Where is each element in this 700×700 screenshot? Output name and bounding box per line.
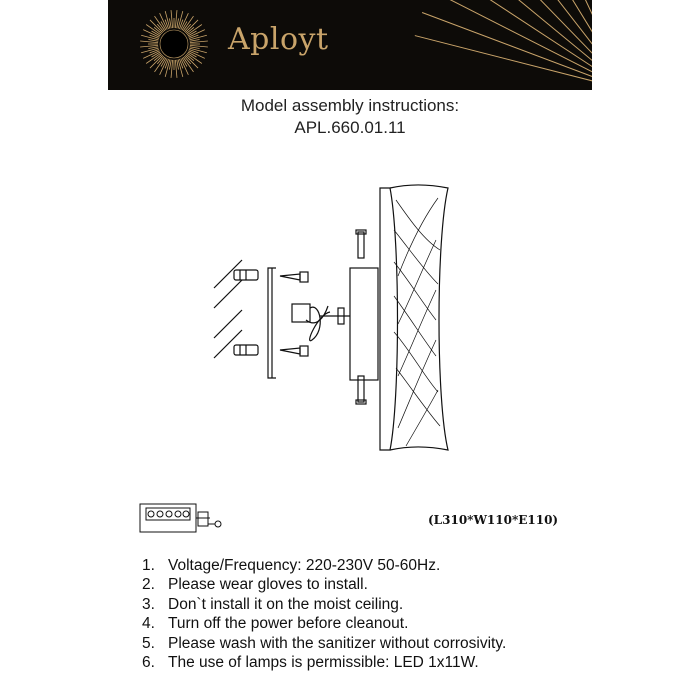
list-item: 4. Turn off the power before cleanout. xyxy=(142,615,409,633)
list-item: 5. Please wash with the sanitizer without corrosivity. xyxy=(142,634,507,652)
list-item: 6. The use of lamps is permissible: LED 1x11W. xyxy=(142,654,479,672)
brand-name: Aployt xyxy=(228,22,329,57)
assembly-diagram xyxy=(200,180,460,460)
sunburst-logo-icon xyxy=(108,0,592,90)
document-title: Model assembly instructions: xyxy=(240,96,460,115)
wiring-diagram-icon xyxy=(138,498,228,538)
model-number: APL.660.01.11 xyxy=(294,118,406,137)
list-item: 3. Don`t install it on the moist ceiling. xyxy=(142,595,404,613)
list-item: 1. Voltage/Frequency: 220-230V 50-60Hz. xyxy=(142,557,441,574)
instruction-list xyxy=(142,556,506,672)
brand-banner xyxy=(108,0,592,90)
product-dimensions: (L310*W110*E110) xyxy=(428,513,559,527)
list-item: 2. Please wear gloves to install. xyxy=(142,576,368,594)
